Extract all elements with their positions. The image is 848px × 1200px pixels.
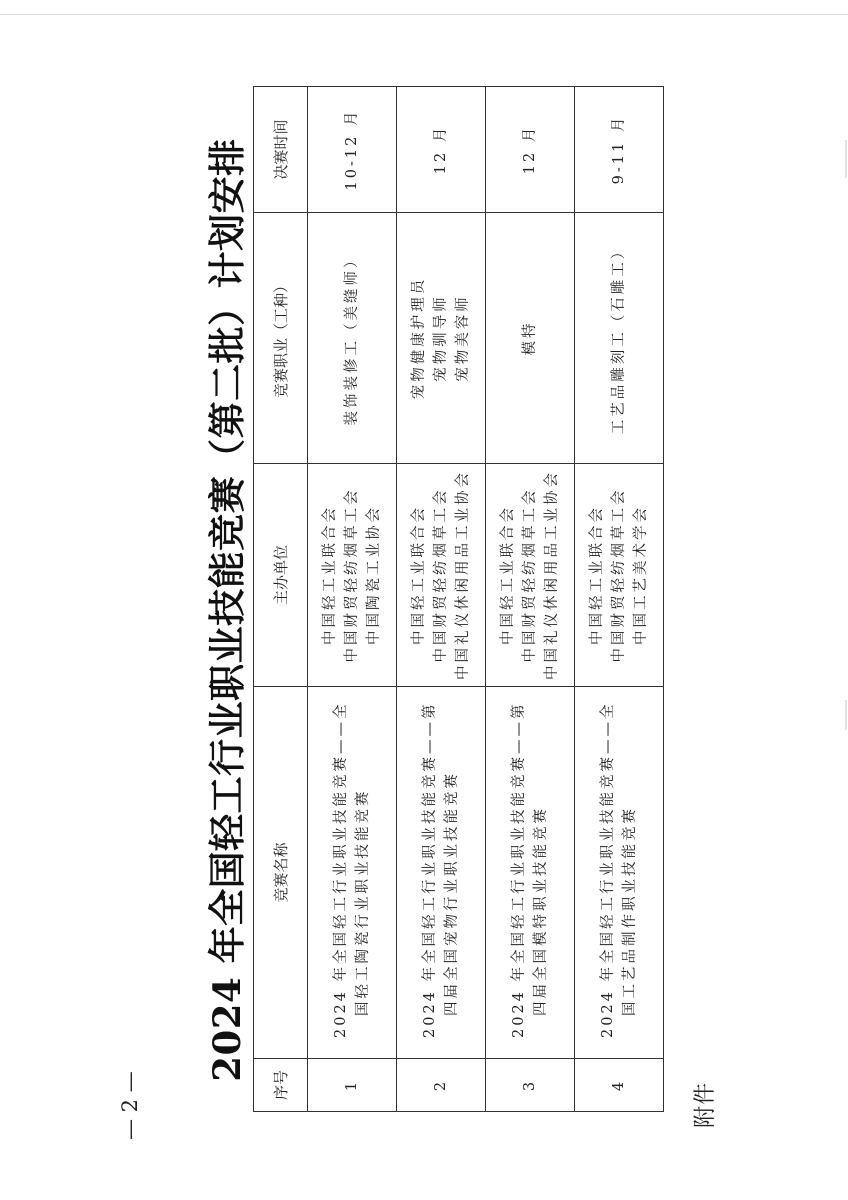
competition-jobs — [397, 213, 486, 464]
table-header-row — [254, 87, 308, 1112]
header-no: 序号 — [254, 1059, 308, 1112]
host-item: 中国财贸轻纺烟草工会 — [522, 487, 538, 663]
job-item: 装饰装修工（美缝师） — [344, 250, 360, 426]
table-row — [397, 87, 486, 1112]
host-item: 中国轻工业联合会 — [500, 505, 516, 645]
name-line: 国轻工陶瓷行业职业技能竞赛 — [355, 788, 371, 1016]
name-line: 2024 年全国轻工行业职业技能竞赛——第 — [511, 701, 527, 1038]
competition-plan-table — [253, 86, 664, 1112]
row-no: 2 — [397, 1059, 486, 1112]
attachment-label: 附件 — [693, 1081, 718, 1128]
table-row — [486, 87, 575, 1112]
competition-jobs — [486, 213, 575, 464]
header-host: 主办单位 — [254, 464, 308, 687]
host-item: 中国轻工业联合会 — [589, 505, 605, 645]
header-time: 决赛时间 — [254, 87, 308, 213]
table-row — [308, 87, 397, 1112]
name-line: 2024 年全国轻工行业职业技能竞赛——全 — [333, 701, 349, 1038]
document-title: 2024 年全国轻工行业职业技能竞赛（第二批）计划安排 — [205, 138, 249, 1082]
competition-name — [486, 687, 575, 1059]
competition-name — [308, 687, 397, 1059]
job-item: 工艺品雕刻工（石雕工） — [611, 241, 627, 435]
name-line: 四届全国宠物行业职业技能竞赛 — [444, 771, 460, 1016]
host-item: 中国财贸轻纺烟草工会 — [611, 487, 627, 663]
host-organizations — [575, 464, 664, 687]
competition-name — [575, 687, 664, 1059]
job-item: 宠物健康护理员 — [411, 276, 427, 400]
name-line: 国工艺品制作职业技能竞赛 — [622, 806, 638, 1016]
table-row — [575, 87, 664, 1112]
row-no: 4 — [575, 1059, 664, 1112]
host-item: 中国陶瓷工业协会 — [366, 505, 382, 645]
job-item: 宠物驯导师 — [433, 294, 449, 382]
final-time: 12 月 — [486, 87, 575, 213]
name-line: 2024 年全国轻工行业职业技能竞赛——全 — [600, 701, 616, 1038]
host-organizations — [397, 464, 486, 687]
host-item: 中国轻工业联合会 — [322, 505, 338, 645]
host-item: 中国工艺美术学会 — [633, 505, 649, 645]
row-no: 3 — [486, 1059, 575, 1112]
host-item: 中国轻工业联合会 — [411, 505, 427, 645]
host-item: 中国财贸轻纺烟草工会 — [344, 487, 360, 663]
competition-name — [397, 687, 486, 1059]
job-item: 模特 — [522, 320, 538, 356]
final-time: 10-12 月 — [308, 87, 397, 213]
competition-jobs — [575, 213, 664, 464]
final-time: 9-11 月 — [575, 87, 664, 213]
page-number: — 2 — — [118, 1071, 142, 1140]
host-organizations — [486, 464, 575, 687]
host-item: 中国财贸轻纺烟草工会 — [433, 487, 449, 663]
final-time: 12 月 — [397, 87, 486, 213]
host-item: 中国礼仪休闲用品工业协会 — [544, 470, 560, 680]
host-organizations — [308, 464, 397, 687]
job-item: 宠物美容师 — [455, 294, 471, 382]
name-line: 2024 年全国轻工行业职业技能竞赛——第 — [422, 701, 438, 1038]
row-no: 1 — [308, 1059, 397, 1112]
header-name: 竞赛名称 — [254, 687, 308, 1059]
header-job: 竞赛职业（工种） — [254, 213, 308, 464]
competition-jobs — [308, 213, 397, 464]
name-line: 四届全国模特职业技能竞赛 — [533, 806, 549, 1016]
host-item: 中国礼仪休闲用品工业协会 — [455, 470, 471, 680]
